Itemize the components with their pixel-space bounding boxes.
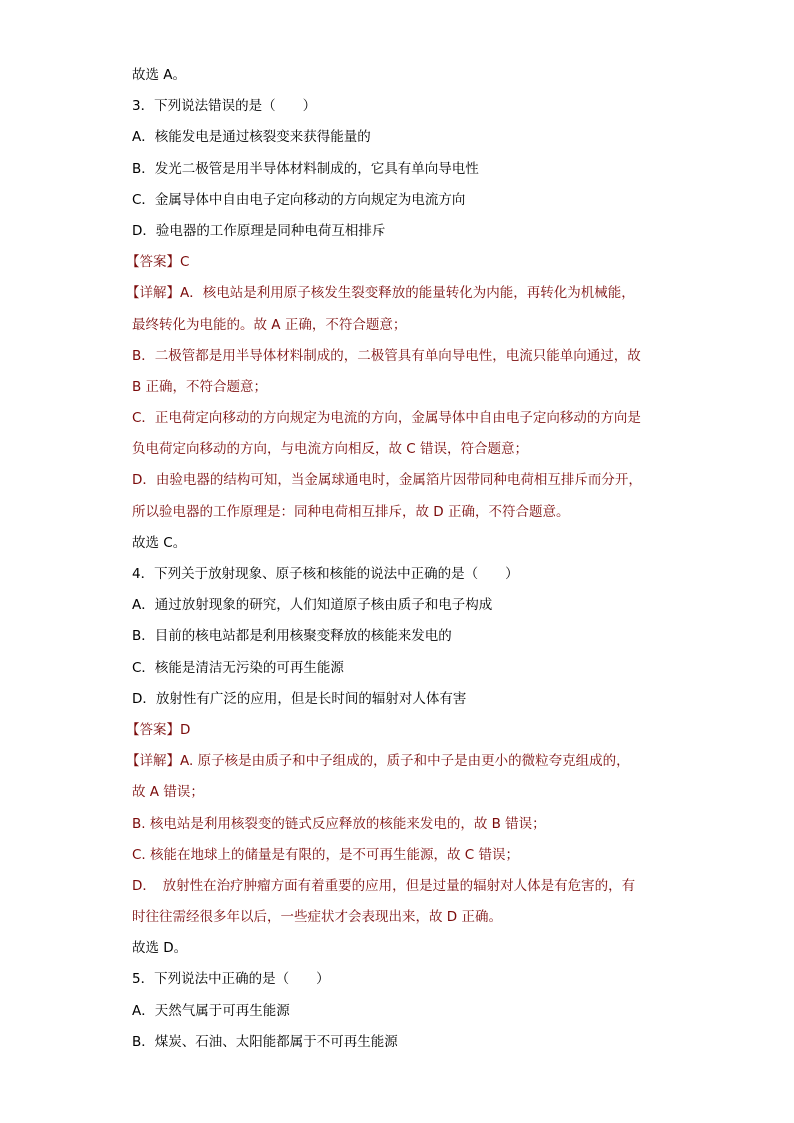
question-4-option-a: A．通过放射现象的研究，人们知道原子核由质子和电子构成	[132, 597, 493, 614]
question-4-explanation-line: 时往往需经很多年以后，一些症状才会表现出来，故 D 正确。	[132, 909, 502, 926]
question-3-explanation-line: B．二极管都是用半导体材料制成的，二极管具有单向导电性，电流只能单向通过，故	[132, 347, 641, 364]
document-page	[126, 62, 672, 1060]
question-3-explanation-line: D．由验电器的结构可知，当金属球通电时，金属箔片因带同种电荷相互排斥而分开，	[132, 472, 642, 489]
question-3-option-c: C．金属导体中自由电子定向移动的方向规定为电流方向	[132, 191, 466, 208]
question-3-option-b: B．发光二极管是用半导体材料制成的，它具有单向导电性	[132, 160, 479, 177]
question-3-explanation-line: C．正电荷定向移动的方向规定为电流的方向，金属导体中自由电子定向移动的方向是	[132, 410, 641, 427]
question-4-stem: 4．下列关于放射现象、原子核和核能的说法中正确的是（ ）	[132, 566, 519, 582]
question-3-explanation-line: 最终转化为电能的。故 A 正确，不符合题意；	[132, 316, 407, 333]
question-3-explanation-line: 所以验电器的工作原理是：同种电荷相互排斥，故 D 正确，不符合题意。	[132, 503, 570, 520]
question-4-explanation-line: C. 核能在地球上的储量是有限的，是不可再生能源，故 C 错误；	[132, 846, 520, 863]
text-line-conclusion-c: 故选 C。	[132, 534, 187, 551]
question-3-explanation-line: B 正确，不符合题意；	[132, 378, 268, 395]
question-5-option-a: A．天然气属于可再生能源	[132, 1002, 290, 1019]
text-line-conclusion-d: 故选 D。	[132, 940, 188, 957]
question-3-explanation-line: 【详解】A．核电站是利用原子核发生裂变释放的能量转化为内能，再转化为机械能，	[126, 285, 635, 302]
question-3-explanation-line: 负电荷定向移动的方向，与电流方向相反，故 C 错误，符合题意；	[132, 441, 529, 458]
question-5-stem: 5．下列说法中正确的是（ ）	[132, 971, 330, 988]
question-4-explanation-line: 【详解】A. 原子核是由质子和中子组成的，质子和中子是由更小的微粒夸克组成的，	[126, 753, 630, 770]
question-5-option-b: B．煤炭、石油、太阳能都属于不可再生能源	[132, 1033, 398, 1050]
question-4-explanation-line: D． 放射性在治疗肿瘤方面有着重要的应用，但是过量的辐射对人体是有危害的，有	[132, 877, 636, 894]
question-4-option-c: C．核能是清洁无污染的可再生能源	[132, 659, 344, 676]
text-line-conclusion-a: 故选 A。	[132, 67, 187, 83]
question-3-option-a: A．核能发电是通过核裂变来获得能量的	[132, 129, 371, 146]
question-4-explanation-line: B. 核电站是利用核裂变的链式反应释放的核能来发电的，故 B 错误；	[132, 815, 546, 832]
question-3-answer: 【答案】C	[126, 254, 190, 271]
question-3-option-d: D．验电器的工作原理是同种电荷互相排斥	[132, 222, 386, 239]
question-4-answer: 【答案】D	[126, 721, 191, 738]
question-4-explanation-line: 故 A 错误；	[132, 784, 204, 801]
question-3-stem: 3．下列说法错误的是（ ）	[132, 98, 317, 115]
question-4-option-b: B．目前的核电站都是利用核聚变释放的核能来发电的	[132, 628, 452, 645]
question-4-option-d: D．放射性有广泛的应用，但是长时间的辐射对人体有害	[132, 690, 467, 707]
